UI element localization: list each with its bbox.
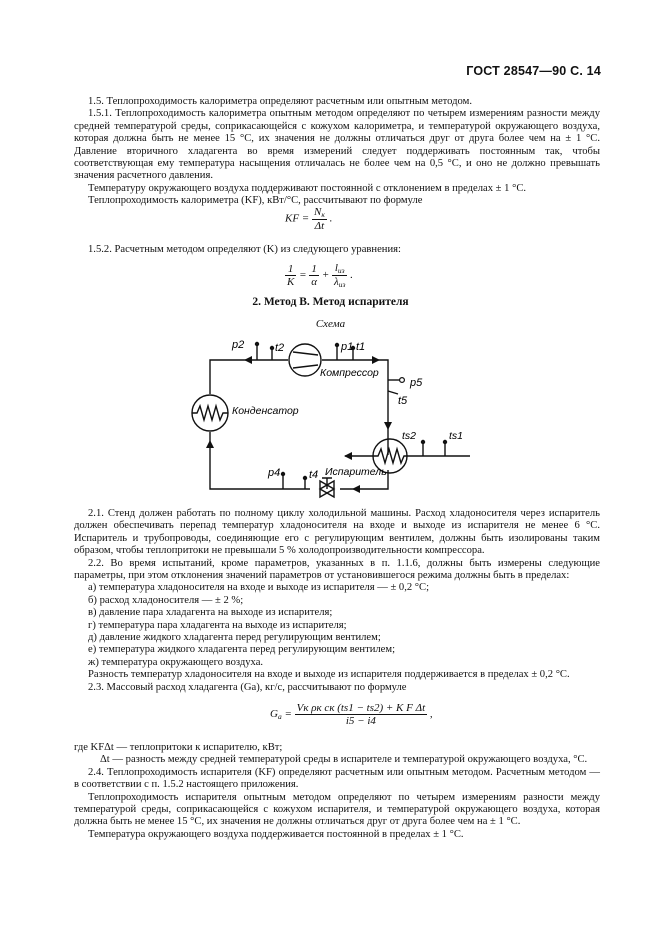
list-item: ж) температура окружающего воздуха. bbox=[88, 656, 264, 668]
paragraph-kf-formula-intro: Теплопроходимость калориметра (KF), кВт/°C, рассчитывают по формуле bbox=[88, 195, 423, 207]
paragraph-2-3: 2.3. Массовый расход хладагента (Gа), кг/с, рассчитывают по формуле bbox=[88, 681, 407, 693]
paragraph-1-5: 1.5. Теплопроходимость калориметра определяют расчетным или опытным методом. bbox=[88, 96, 472, 107]
label-p4: p4 bbox=[268, 467, 281, 479]
list-item: г) температура пара хладагента на выходе из испарителя; bbox=[88, 619, 347, 631]
paragraph-2-4: 2.4. Теплопроходимость испарителя (KF) определяют расчетным или опытным методом. Расчетным методом — в соответствии с п. 1.5.2 настоящего приложения. bbox=[74, 766, 600, 791]
paragraph-1-5-2: 1.5.2. Расчетным методом определяют (K) из следующего уравнения: bbox=[88, 244, 401, 255]
paragraph-evap-ambient: Температура окружающего воздуха поддерживается постоянной в пределах ± 1 °C. bbox=[88, 828, 464, 840]
paragraph-temp-diff: Разность температур хладоносителя на входе и выходе из испарителя поддерживается в пределах ± 0,2 °C. bbox=[88, 669, 570, 681]
where-kfdt: где KFΔt — теплопритоки к испарителю, кВт; bbox=[74, 742, 283, 753]
pipe-top-left bbox=[210, 360, 288, 394]
formula-k-eq: = bbox=[299, 269, 307, 282]
paragraph-1-5-1: 1.5.1. Теплопроходимость калориметра опытным методом определяют по четырем измерениям разности между средней температурой среды, соприкасающейся с кожухом калориметра, и температурой окружающего воздуха, которая должна быть не менее 15 °C, их значения не должны отличаться друг от друга более чем на ± 1 °C. Давление вторичного хладагента во время измерений следует поддерживать постоянным так, чтобы соответствующая ему температура насыщения отличалась не более чем на 0,5 °C, и оно не должно превышать значения расчетного давления. bbox=[74, 108, 600, 182]
formula-ga bbox=[270, 702, 433, 727]
formula-k-b-num-sub: из bbox=[337, 266, 345, 275]
label-compressor: Компрессор bbox=[320, 367, 379, 379]
formula-kf-den: Δt bbox=[314, 220, 325, 232]
formula-kf-lhs: KF = bbox=[285, 212, 310, 225]
page-header: ГОСТ 28547—90 С. 14 bbox=[466, 64, 601, 78]
paragraph-2-1: 2.1. Стенд должен работать по полному циклу холодильной машины. Расход хладоносителя через испаритель должен обеспечивать перепад температур хладоносителя на входе и выходе из испарителя не менее 6 °C. Испаритель и трубопроводы, соединяющие его с регулирующим вентилем, должны быть изолированы таким образом, чтобы теплопритоки не превышали 5 % холодопроизводительности компрессора. bbox=[74, 508, 600, 557]
formula-k-lhs-num: 1 bbox=[285, 263, 296, 276]
formula-k-b-num: l bbox=[334, 262, 338, 274]
where-dt: Δt — разность между средней температурой среды в испарителе и температурой окружающего воздуха, °C. bbox=[100, 754, 588, 766]
formula-k-lhs-den: K bbox=[287, 276, 295, 288]
paragraph-evap-test: Теплопроходимость испарителя опытным методом определяют по четырем измерениям разности между температурой среды, соприкасающейся с кожухом испарителя, и температурой окружающего воздуха, которая должна быть не менее 15 °C, их значения не должны отличаться друг от друга более чем на ± 1 °C. bbox=[74, 791, 600, 828]
label-p2: p2 bbox=[232, 339, 245, 351]
label-evaporator: Испаритель bbox=[325, 466, 387, 478]
list-item: в) давление пара хладагента на выходе из испарителя; bbox=[88, 607, 333, 619]
label-ts2: ts2 bbox=[402, 430, 417, 442]
label-t2: t2 bbox=[275, 342, 285, 354]
formula-k-plus: + bbox=[321, 269, 330, 282]
formula-ga-num: Vк ρк cк (ts1 − ts2) + K F Δt bbox=[296, 702, 426, 714]
formula-kf-num: N bbox=[313, 206, 322, 218]
formula-k-b-den-sub: из bbox=[338, 280, 346, 289]
formula-k-tail: . bbox=[350, 269, 353, 282]
text-block-3 bbox=[74, 508, 600, 694]
list-item: е) температура жидкого хладагента перед регулирующим вентилем; bbox=[88, 644, 396, 656]
paragraph-ambient: Температуру окружающего воздуха поддерживают постоянной с отклонением в пределах ± 1 °C. bbox=[88, 182, 527, 194]
formula-k-a-num: 1 bbox=[309, 263, 319, 276]
label-t1: t1 bbox=[356, 341, 366, 353]
list-item: а) температура хладоносителя на входе и выходе из испарителя — ± 0,2 °C; bbox=[88, 582, 430, 594]
formula-ga-eq: = bbox=[284, 708, 292, 721]
list-item: д) давление жидкого хладагента перед регулирующим вентилем; bbox=[88, 632, 381, 644]
formula-kf-num-sub: к bbox=[321, 210, 325, 219]
formula-ga-den: i5 − i4 bbox=[345, 715, 376, 727]
paragraph-2-2: 2.2. Во время испытаний, кроме параметров, указанных в п. 1.1.6, должны быть измерены следующие параметры, при этом отклонения значений параметров от установившегося режима должны быть в пределах: bbox=[74, 557, 600, 582]
label-condenser: Конденсатор bbox=[232, 405, 299, 417]
label-p5: p5 bbox=[410, 377, 423, 389]
label-p1: p1 bbox=[341, 341, 354, 353]
formula-k-a-den: α bbox=[311, 276, 318, 288]
formula-k-b-den: λ bbox=[334, 276, 339, 288]
list-item: б) расход хладоносителя — ± 2 %; bbox=[88, 594, 244, 606]
pipe-bottom bbox=[210, 432, 310, 489]
parameter-list bbox=[74, 582, 600, 669]
text-block-4 bbox=[74, 742, 600, 841]
section-title: 2. Метод В. Метод испарителя bbox=[252, 296, 409, 308]
compressor-icon bbox=[289, 344, 321, 376]
label-t5: t5 bbox=[398, 395, 408, 407]
formula-ga-lhs: G bbox=[270, 708, 278, 721]
scheme-caption: Схема bbox=[315, 318, 346, 330]
formula-ga-tail: , bbox=[429, 708, 433, 721]
formula-ga-fraction bbox=[295, 702, 427, 727]
label-ts1: ts1 bbox=[449, 430, 464, 442]
formula-kf-tail: . bbox=[329, 212, 333, 225]
label-t4: t4 bbox=[309, 469, 319, 481]
formula-ga-lhs-sub: а bbox=[277, 712, 282, 722]
